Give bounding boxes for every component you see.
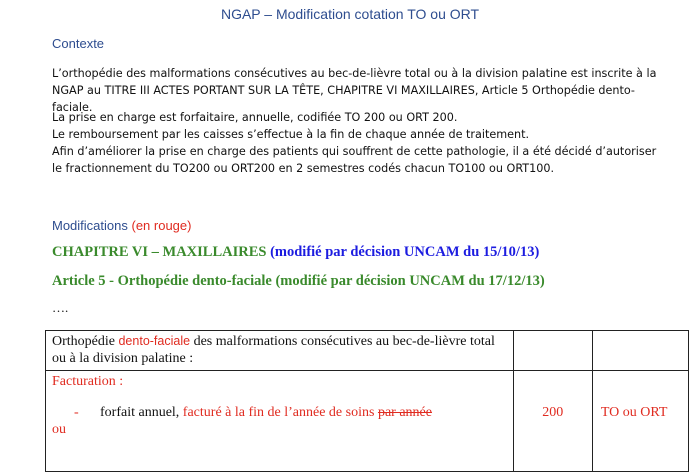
facturation-label: Facturation : <box>52 374 124 389</box>
modifications-heading-note: (en rouge) <box>131 218 192 233</box>
document-title: NGAP – Modification cotation TO ou ORT <box>220 6 480 22</box>
table-cell-facturation <box>46 371 514 472</box>
item-strikethrough: par année <box>377 405 432 420</box>
table-cell-empty <box>592 331 688 371</box>
ou-label: ou <box>52 422 66 437</box>
description-line2: ou à la division palatine : <box>52 351 194 366</box>
item-red: facturé à la fin de l’année de soins <box>182 405 378 420</box>
orthopedie-description <box>46 331 513 367</box>
dash-bullet: - <box>74 405 79 420</box>
contexte-line: faciale. <box>52 101 93 114</box>
modifications-heading <box>52 218 191 233</box>
chapitre-heading <box>52 244 539 261</box>
modifications-heading-label: Modifications <box>52 218 132 233</box>
description-prefix: Orthopédie <box>52 334 119 349</box>
table-cell-code <box>592 371 688 472</box>
item-black: forfait annuel, <box>100 405 183 420</box>
table-row <box>46 331 689 371</box>
contexte-line: Le remboursement par les caisses s’effectue à la fin de chaque année de traitement. <box>52 128 530 141</box>
article-heading: Article 5 - Orthopédie dento-faciale (modifié par décision UNCAM du 17/12/13) <box>52 273 545 289</box>
prise-en-charge-line <box>52 109 652 126</box>
table-row <box>46 371 689 472</box>
table-cell-empty <box>513 331 592 371</box>
cotation-code: TO ou ORT <box>600 405 668 420</box>
facturation-block <box>46 371 513 438</box>
cotation-table <box>45 330 689 472</box>
coefficient-value: 200 <box>542 405 564 420</box>
contexte-line: L’orthopédie des malformations consécutives au bec-de-lièvre total ou à la division palatine est inscrite à la <box>52 67 657 80</box>
table-cell-value <box>513 371 592 472</box>
contexte-line: NGAP au TITRE III ACTES PORTANT SUR LA TÊTE, CHAPITRE VI MAXILLAIRES, Article 5 Orthopédie dento- <box>52 84 635 97</box>
chapitre-label: CHAPITRE VI – MAXILLAIRES <box>52 244 271 260</box>
remboursement-line <box>52 126 652 143</box>
contexte-line: le fractionnement du TO200 ou ORT200 en 2 semestres codés chacun TO100 ou ORT100. <box>52 162 555 175</box>
ellipsis: …. <box>52 300 69 315</box>
contexte-line: La prise en charge est forfaitaire, annuelle, codifiée TO 200 ou ORT 200. <box>52 111 458 124</box>
table-cell-description <box>46 331 514 371</box>
contexte-line: Afin d’améliorer la prise en charge des patients qui souffrent de cette pathologie, il a été décidé d’autoriser <box>52 145 657 158</box>
description-rest: des malformations consécutives au bec-de-lièvre total <box>190 334 495 349</box>
description-highlight: dento-faciale <box>118 334 191 348</box>
facturation-item <box>52 404 507 421</box>
contexte-heading: Contexte <box>52 36 105 51</box>
fractionnement-paragraph <box>52 143 657 177</box>
chapitre-note: (modifié par décision UNCAM du 15/10/13) <box>270 244 540 260</box>
